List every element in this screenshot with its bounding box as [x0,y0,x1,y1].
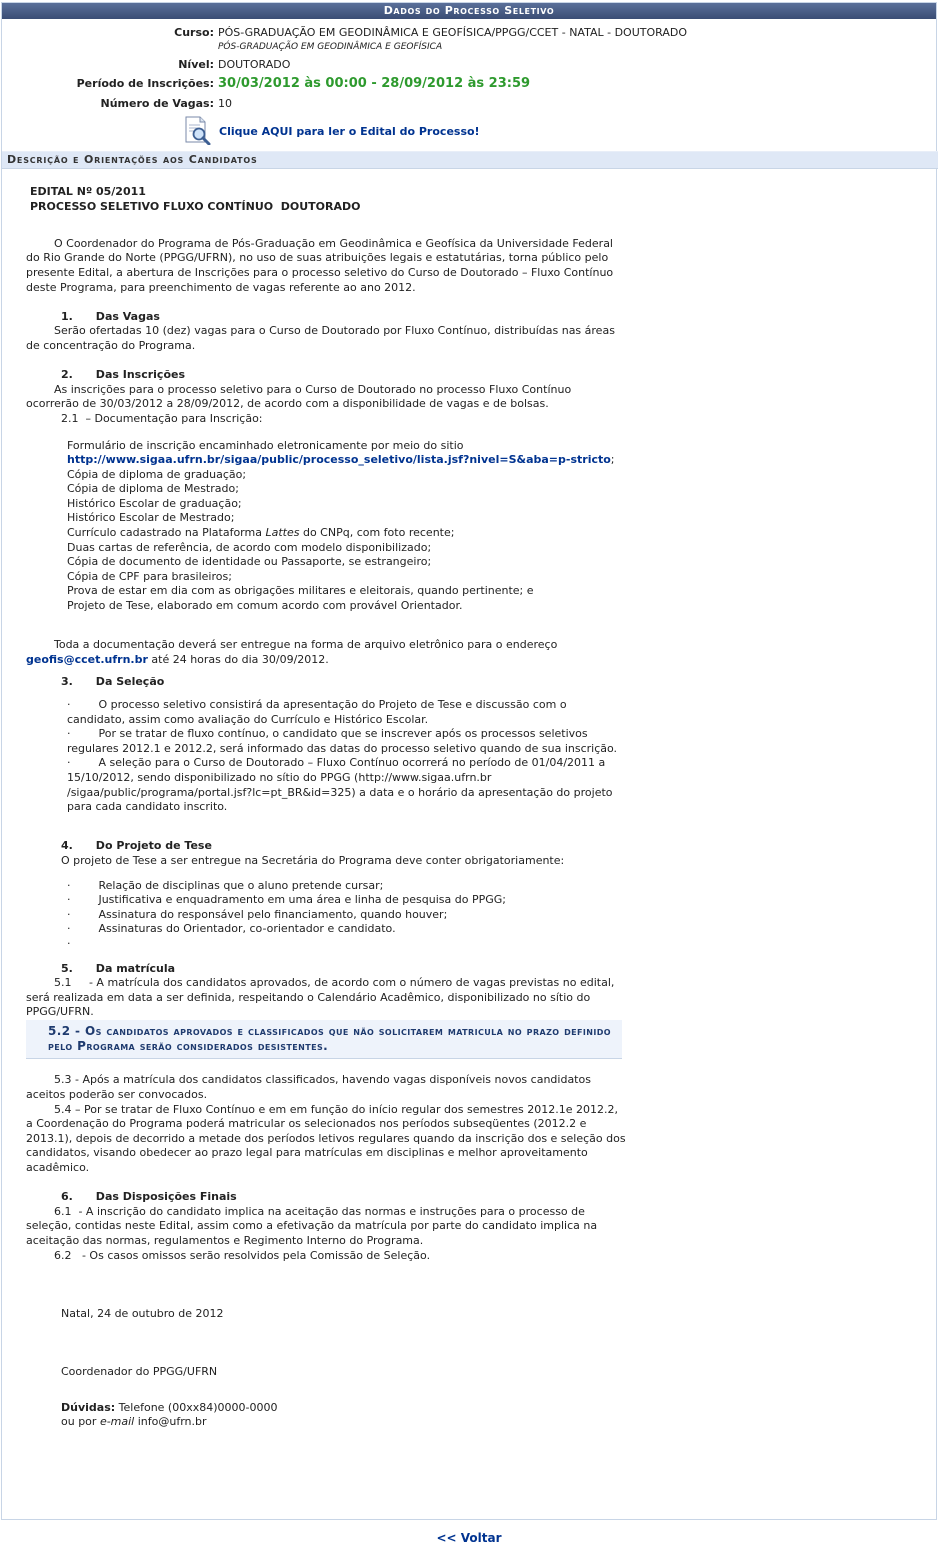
doc-signature: Coordenador do PPGG/UFRN [61,1365,218,1379]
doc-selecao-list [26,698,626,815]
doc-matricula-text: 5.1 - A matrícula dos candidatos aprovados, de acordo com o número de vagas previstas no edital, será realizada em data a ser definida, respeitando o Calendário Acadêmico, disponibilizado no sítio do PPGG/UFRN. [26,976,618,1019]
doc-section-3: 3. Da Seleção [61,675,165,689]
doc-section-6: 6. Das Disposições Finais [61,1190,237,1204]
doc-documentacao-label: 2.1 – Documentação para Inscrição: [61,411,263,425]
doc-item: Cópia de documento de identidade ou Passaporte, se estrangeiro; [67,555,432,569]
doc-matricula-5-4: 5.4 – Por se tratar de Fluxo Contínuo e em em função do início regular dos semestres 2012.1e 2012.2, a Coordenação do Programa poderá matricular os selecionados nos períodos subseqüentes (2012.2 e 2013.1), depois de decorrido a metade dos períodos letivos regulares quando da inscrição dos e seleção dos candidatos, visando obedecer ao prazo legal para matrículas em disciplinas e melhor aproveitamento acadêmico. [26,1102,630,1175]
edital-document [26,185,630,1430]
periodo-row [2,76,936,92]
doc-item: Duas cartas de referência, de acordo com modelo disponibilizado; [67,540,432,554]
doc-bullet: · Justificativa e enquadramento em uma área e linha de pesquisa do PPGG; [67,893,506,907]
voltar-link[interactable]: << Voltar [436,1531,502,1545]
doc-heading-processo: PROCESSO SELETIVO FLUXO CONTÍNUO DOUTORADO [30,199,361,213]
doc-entrega-text: Toda a documentação deverá ser entregue na forma de arquivo eletrônico para o endereço geofis@ccet.ufrn.br até 24 horas do dia 30/09/2012. [26,638,561,666]
doc-disposicoes-6-1: 6.1 - A inscrição do candidato implica na aceitação das normas e instruções para o processo de seleção, contidas neste Edital, assim como a efetivação da matrícula por parte do candidato implica na aceitação das normas, regulamentos e Regimento Interno do Programa. [26,1204,601,1247]
doc-bullet: · Relação de disciplinas que o aluno pretende cursar; [67,878,384,892]
doc-disposicoes-6-2: 6.2 - Os casos omissos serão resolvidos pela Comissão de Seleção. [26,1248,431,1262]
doc-item: Cópia de diploma de Mestrado; [67,482,239,496]
curso-subtitle: PÓS-GRADUAÇÃO EM GEODINÂMICA E GEOFÍSICA [218,42,443,52]
doc-vagas-text: Serão ofertadas 10 (dez) vagas para o Curso de Doutorado por Fluxo Contínuo, distribuídas nas áreas de concentração do Programa. [26,324,619,352]
doc-intro: O Coordenador do Programa de Pós-Graduação em Geodinâmica e Geofísica da Universidade Federal do Rio Grande do Norte (PPGG/UFRN), no uso de suas atribuições legais e estatutárias, torna público pelo presente Edital, a abertura de Inscrições para o processo seletivo do Curso de Doutorado – Fluxo Contínuo deste Programa, para preenchimento de vagas referente ao ano 2012. [26,236,617,294]
doc-item: Cópia de diploma de graduação; [67,467,247,481]
email-link[interactable]: geofis@ccet.ufrn.br [26,652,148,666]
doc-section-2: 2. Das Inscrições [61,368,186,382]
vagas-row [2,96,936,112]
doc-section-4: 4. Do Projeto de Tese [61,839,212,853]
doc-item: Histórico Escolar de Mestrado; [67,511,235,525]
doc-section-5: 5. Da matrícula [61,961,176,975]
vagas-label: Número de Vagas: [100,97,214,110]
doc-section-1: 1. Das Vagas [61,309,160,323]
doc-item: Currículo cadastrado na Plataforma Lattes do CNPq, com foto recente; [67,526,455,540]
doc-item: http://www.sigaa.ufrn.br/sigaa/public/processo_seletivo/lista.jsf?nivel=S&aba=p-stricto; [67,453,615,467]
doc-matricula-5-3: 5.3 - Após a matrícula dos candidatos classificados, havendo vagas disponíveis novos candidatos aceitos poderão ser convocados. [26,1073,595,1102]
doc-bullet: · Por se tratar de fluxo contínuo, o candidato que se inscrever após os processos seletivos regulares 2012.1 e 2012.2, será informado das datas do processo seletivo quando de sua inscrição. [67,727,618,755]
doc-bullet: · A seleção para o Curso de Doutorado – Fluxo Contínuo ocorrerá no período de 01/04/2011 a 15/10/2012, sendo disponibilizado no sítio do PPGG (http://www.sigaa.ufrn.br /sigaa/public/programa/portal.jsf?lc=pt_BR&id=325) a data e o horário da apresentação do projeto para cada candidato inscrito. [67,756,616,814]
doc-item: Prova de estar em dia com as obrigações militares e eleitorais, quando pertinente; e [67,584,534,598]
doc-heading-edital: EDITAL Nº 05/2011 [30,185,146,198]
nivel-label: Nível: [178,58,214,71]
doc-contact-phone: Dúvidas: Telefone (00xx84)0000-0000 [61,1400,278,1414]
doc-item: Cópia de CPF para brasileiros; [67,569,232,583]
voltar-row [0,1531,938,1545]
curso-label: Curso: [174,26,214,39]
doc-bullet: · Assinaturas do Orientador, co-orientador e candidato. [67,922,396,936]
doc-contact-email: ou por e-mail info@ufrn.br [61,1415,207,1429]
nivel-row [2,57,936,73]
doc-inscricoes-text: As inscrições para o processo seletivo para o Curso de Doutorado no processo Fluxo Contínuo ocorrerão de 30/03/2012 a 28/09/2012, de acordo com a disponibilidade de vagas e de bolsas. [26,382,575,411]
doc-bullet: · Assinatura do responsável pelo financiamento, quando houver; [67,907,448,921]
periodo-value: 30/03/2012 às 00:00 - 28/09/2012 às 23:59 [218,76,531,91]
doc-item: Formulário de inscrição encaminhado eletronicamente por meio do sitio [67,438,464,452]
doc-item: Histórico Escolar de graduação; [67,496,242,510]
nivel-value: DOUTORADO [218,58,291,71]
doc-highlight-box: 5.2 - Os candidatos aprovados e classificados que não solicitarem matricula no prazo definido pelo Programa serão considerados desistentes. [26,1020,622,1059]
curso-row [2,25,936,52]
doc-place-date: Natal, 24 de outubro de 2012 [61,1306,224,1320]
doc-item: Projeto de Tese, elaborado em comum acordo com provável Orientador. [67,599,463,613]
doc-bullet: · O processo seletivo consistirá da apresentação do Projeto de Tese e discussão com o candidato, assim como avaliação do Currículo e Histórico Escolar. [67,698,571,726]
process-panel [1,2,937,1520]
vagas-value: 10 [218,97,232,110]
doc-bullet: · [67,936,71,950]
curso-value: PÓS-GRADUAÇÃO EM GEODINÂMICA E GEOFÍSICA/PPGG/CCET - NATAL - DOUTORADO [218,26,687,39]
edital-link[interactable]: Clique AQUI para ler o Edital do Processo! [219,125,480,138]
doc-document-list [26,439,626,614]
document-search-icon[interactable] [182,115,212,145]
sigaa-link[interactable]: http://www.sigaa.ufrn.br/sigaa/public/processo_seletivo/lista.jsf?nivel=S&aba=p-stricto [67,453,611,467]
doc-projeto-list [26,879,626,952]
doc-projeto-text: O projeto de Tese a ser entregue na Secretária do Programa deve conter obrigatoriamente: [61,853,565,867]
section-caption: Descrição e Orientações aos Candidatos [2,151,938,169]
panel-caption: Dados do Processo Seletivo [2,3,936,19]
periodo-label: Período de Inscrições: [76,77,214,90]
